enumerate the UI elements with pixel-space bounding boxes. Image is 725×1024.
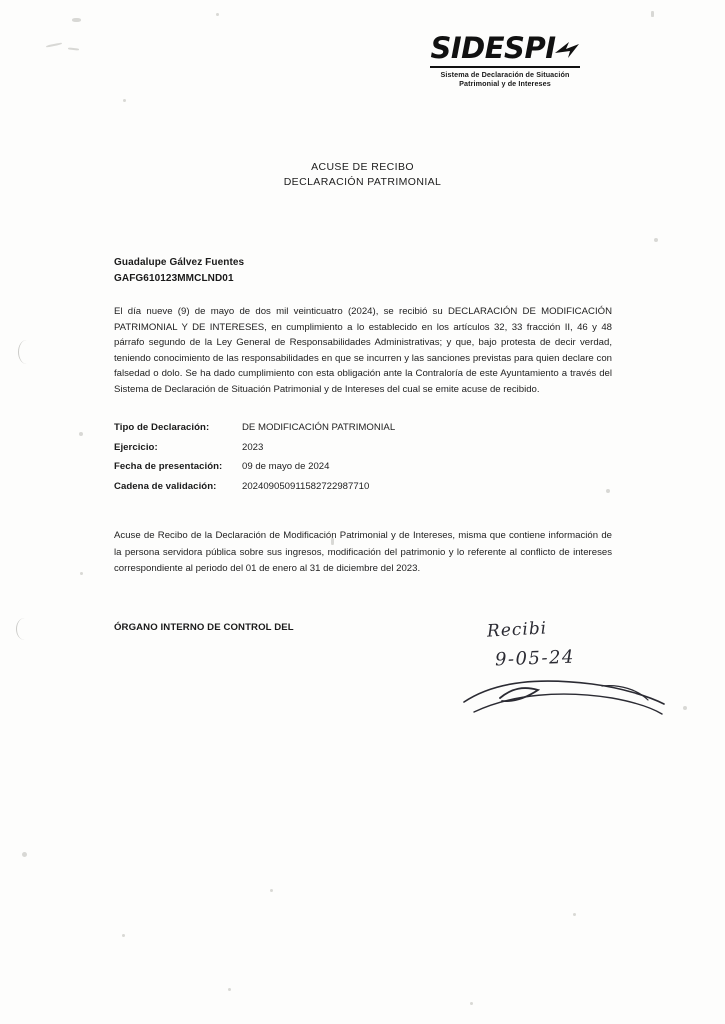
logo-wordmark: SIDESPI — [430, 31, 556, 65]
declarant-name: Guadalupe Gálvez Fuentes — [114, 257, 245, 268]
page-title — [0, 160, 725, 190]
handwritten-received-date: 9-05-24 — [494, 646, 576, 671]
field-value: 09 de mayo de 2024 — [242, 461, 330, 473]
scan-speck — [72, 18, 81, 22]
logo-subtitle: Sistema de Declaración de Situación — [440, 70, 570, 79]
body-paragraph-2: Acuse de Recibo de la Declaración de Modificación Patrimonial y de Intereses, misma que contiene información de la persona servidora pública sobre sus ingresos, modificación del patrimonio y lo referente al conflicto de intereses correspondiente al periodo del 01 de enero al 31 de diciembre del 2023. — [114, 530, 612, 575]
arrow-right-icon — [554, 39, 580, 61]
body-paragraph-1: El día nueve (9) de mayo de dos mil veinticuatro (2024), se recibió su DECLARACIÓN DE MODIFICACIÓN PATRIMONIAL Y DE INTERESES, en cumplimiento a lo establecido en los artículos 32, 33 fracción II, 46 y 48 párrafo segundo de la Ley General de Responsabilidades Administrativas; y que, bajo protesta de decir verdad, teniendo conocimiento de las responsabilidades en que se incurren y las sanciones previstas para quien declare con falsedad o dolo. Se ha dado cumplimiento con esta obligación ante la Contraloría de este Ayuntamiento a través del Sistema de Declaración de Situación Patrimonial y de Intereses del cual se emite acuse de recibido. — [114, 306, 612, 395]
declaration-fields — [114, 423, 612, 492]
scan-speck — [80, 572, 83, 575]
field-value: 202409050911582722987710 — [242, 480, 370, 492]
scan-speck — [470, 1002, 473, 1005]
field-row — [114, 482, 612, 493]
field-value: DE MODIFICACIÓN PATRIMONIAL — [242, 422, 396, 434]
field-label: Tipo de Declaración: — [114, 422, 210, 434]
scan-speck — [22, 852, 27, 857]
scan-smudge — [16, 618, 33, 640]
logo-subtitle-2: Patrimonial y de Intereses — [459, 79, 551, 88]
scan-speck — [123, 99, 126, 102]
handwritten-received-note: Recibi — [486, 618, 548, 642]
scan-speck — [651, 11, 654, 17]
scan-speck — [683, 706, 687, 710]
page-title-line1: ACUSE DE RECIBO — [311, 161, 414, 173]
scan-speck — [79, 432, 83, 436]
sidespi-logo — [415, 31, 595, 88]
scan-smudge — [18, 340, 35, 364]
scan-speck — [228, 988, 231, 991]
page-title-line2: DECLARACIÓN PATRIMONIAL — [283, 176, 442, 189]
scan-speck — [573, 913, 576, 916]
field-label: Ejercicio: — [114, 441, 158, 453]
field-label: Cadena de validación: — [114, 480, 217, 492]
scan-speck — [654, 238, 658, 242]
document-body — [114, 255, 612, 633]
scan-speck — [216, 13, 219, 16]
field-row — [114, 423, 612, 434]
scan-speck — [122, 934, 125, 937]
declarant-rfc: GAFG610123MMCLND01 — [114, 272, 234, 284]
organ-label: ÓRGANO INTERNO DE CONTROL DEL — [114, 621, 294, 633]
signature-scribble-icon — [452, 668, 672, 738]
field-label: Fecha de presentación: — [114, 461, 223, 473]
field-value: 2023 — [242, 441, 264, 453]
field-row — [114, 443, 612, 454]
scan-speck — [68, 47, 79, 50]
scan-speck — [270, 889, 273, 892]
scan-speck — [46, 42, 62, 47]
logo-divider — [430, 66, 580, 68]
field-row — [114, 462, 612, 473]
